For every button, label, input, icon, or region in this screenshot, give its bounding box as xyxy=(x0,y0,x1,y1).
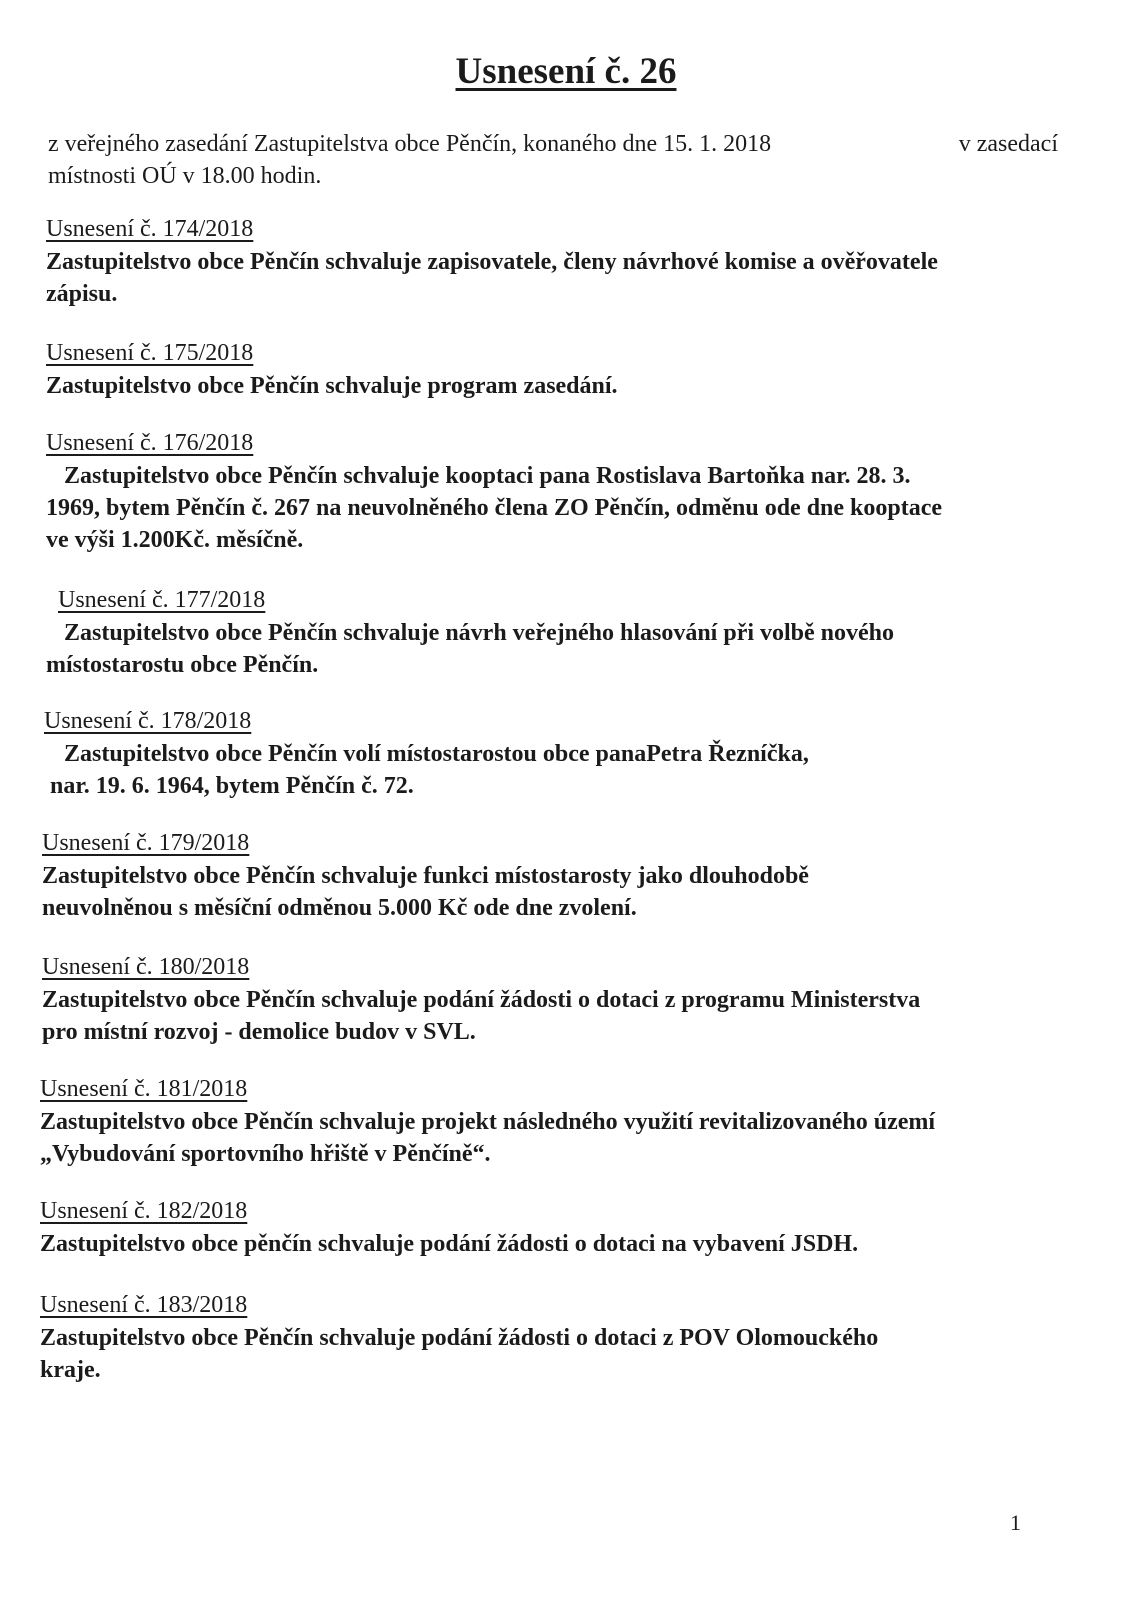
resolution-text xyxy=(46,617,1086,681)
resolution-line: Zastupitelstvo obce Pěnčín schvaluje návrh veřejného hlasování při volbě nového xyxy=(64,620,895,646)
resolution-text xyxy=(40,1228,1080,1260)
resolution-177 xyxy=(46,585,1086,681)
resolution-line: Zastupitelstvo obce Pěnčín schvaluje kooptaci pana Rostislava Bartoňka nar. 28. 3. xyxy=(64,463,911,489)
resolution-text xyxy=(46,246,1086,310)
resolution-174 xyxy=(46,214,1086,310)
resolution-line: Zastupitelstvo obce Pěnčín schvaluje funkci místostarosty jako dlouhodobě xyxy=(42,863,809,889)
intro-line-1-left: z veřejného zasedání Zastupitelstva obce Pěnčín, konaného dne 15. 1. 2018 xyxy=(48,131,772,157)
intro-paragraph xyxy=(48,128,1058,192)
resolution-line: Zastupitelstvo obce Pěnčín schvaluje program zasedání. xyxy=(46,373,618,399)
resolution-175 xyxy=(46,338,1086,402)
resolution-heading: Usnesení č. 177/2018 xyxy=(58,587,266,613)
resolution-line: zápisu. xyxy=(46,281,118,307)
resolution-heading: Usnesení č. 179/2018 xyxy=(42,830,250,856)
intro-line-1-right: v zasedací xyxy=(958,131,1058,157)
resolution-line: Zastupitelstvo obce pěnčín schvaluje podání žádosti o dotaci na vybavení JSDH. xyxy=(40,1231,859,1257)
document-title-text: Usnesení č. 26 xyxy=(455,51,677,92)
resolution-178 xyxy=(44,706,1084,802)
resolution-text xyxy=(46,370,1086,402)
resolution-181 xyxy=(40,1074,1080,1170)
resolution-text xyxy=(40,1106,1080,1170)
resolution-text xyxy=(46,460,1086,556)
resolution-heading: Usnesení č. 183/2018 xyxy=(40,1292,248,1318)
intro-line-2: místnosti OÚ v 18.00 hodin. xyxy=(48,163,322,189)
resolution-line: nar. 19. 6. 1964, bytem Pěnčín č. 72. xyxy=(50,773,414,799)
resolution-text xyxy=(44,738,1084,802)
resolution-line: neuvolněnou s měsíční odměnou 5.000 Kč ode dne zvolení. xyxy=(42,895,637,921)
resolution-line: 1969, bytem Pěnčín č. 267 na neuvolněného člena ZO Pěnčín, odměnu ode dne kooptace xyxy=(46,495,943,521)
resolution-heading: Usnesení č. 178/2018 xyxy=(44,708,252,734)
resolution-line: Zastupitelstvo obce Pěnčín schvaluje podání žádosti o dotaci z programu Ministerstva xyxy=(42,987,921,1013)
resolution-text xyxy=(42,984,1082,1048)
resolution-line: místostarostu obce Pěnčín. xyxy=(46,652,319,678)
resolution-176 xyxy=(46,428,1086,556)
resolution-heading: Usnesení č. 180/2018 xyxy=(42,954,250,980)
resolution-182 xyxy=(40,1196,1080,1260)
resolution-line: Zastupitelstvo obce Pěnčín schvaluje zapisovatele, členy návrhové komise a ověřovatele xyxy=(46,249,938,275)
resolution-line: kraje. xyxy=(40,1357,101,1383)
resolution-heading: Usnesení č. 176/2018 xyxy=(46,430,254,456)
resolution-line: Zastupitelstvo obce Pěnčín schvaluje projekt následného využití revitalizovaného území xyxy=(40,1109,936,1135)
resolution-heading: Usnesení č. 182/2018 xyxy=(40,1198,248,1224)
resolution-line: ve výši 1.200Kč. měsíčně. xyxy=(46,527,304,553)
intro-line-1 xyxy=(48,128,1058,160)
resolution-heading: Usnesení č. 175/2018 xyxy=(46,340,254,366)
resolution-line: Zastupitelstvo obce Pěnčín schvaluje podání žádosti o dotaci z POV Olomouckého xyxy=(40,1325,879,1351)
resolution-183 xyxy=(40,1290,1080,1386)
page-number: 1 xyxy=(1010,1510,1021,1535)
resolution-text xyxy=(42,860,1082,924)
resolution-line: „Vybudování sportovního hřiště v Pěnčíně“. xyxy=(40,1141,491,1167)
resolution-179 xyxy=(42,828,1082,924)
resolution-text xyxy=(40,1322,1080,1386)
resolution-heading: Usnesení č. 174/2018 xyxy=(46,216,254,242)
resolution-line: Zastupitelstvo obce Pěnčín volí místostarostou obce panaPetra Řezníčka, xyxy=(64,741,809,767)
document-title xyxy=(0,50,1132,94)
resolution-line: pro místní rozvoj - demolice budov v SVL. xyxy=(42,1019,476,1045)
resolution-heading: Usnesení č. 181/2018 xyxy=(40,1076,248,1102)
resolution-180 xyxy=(42,952,1082,1048)
